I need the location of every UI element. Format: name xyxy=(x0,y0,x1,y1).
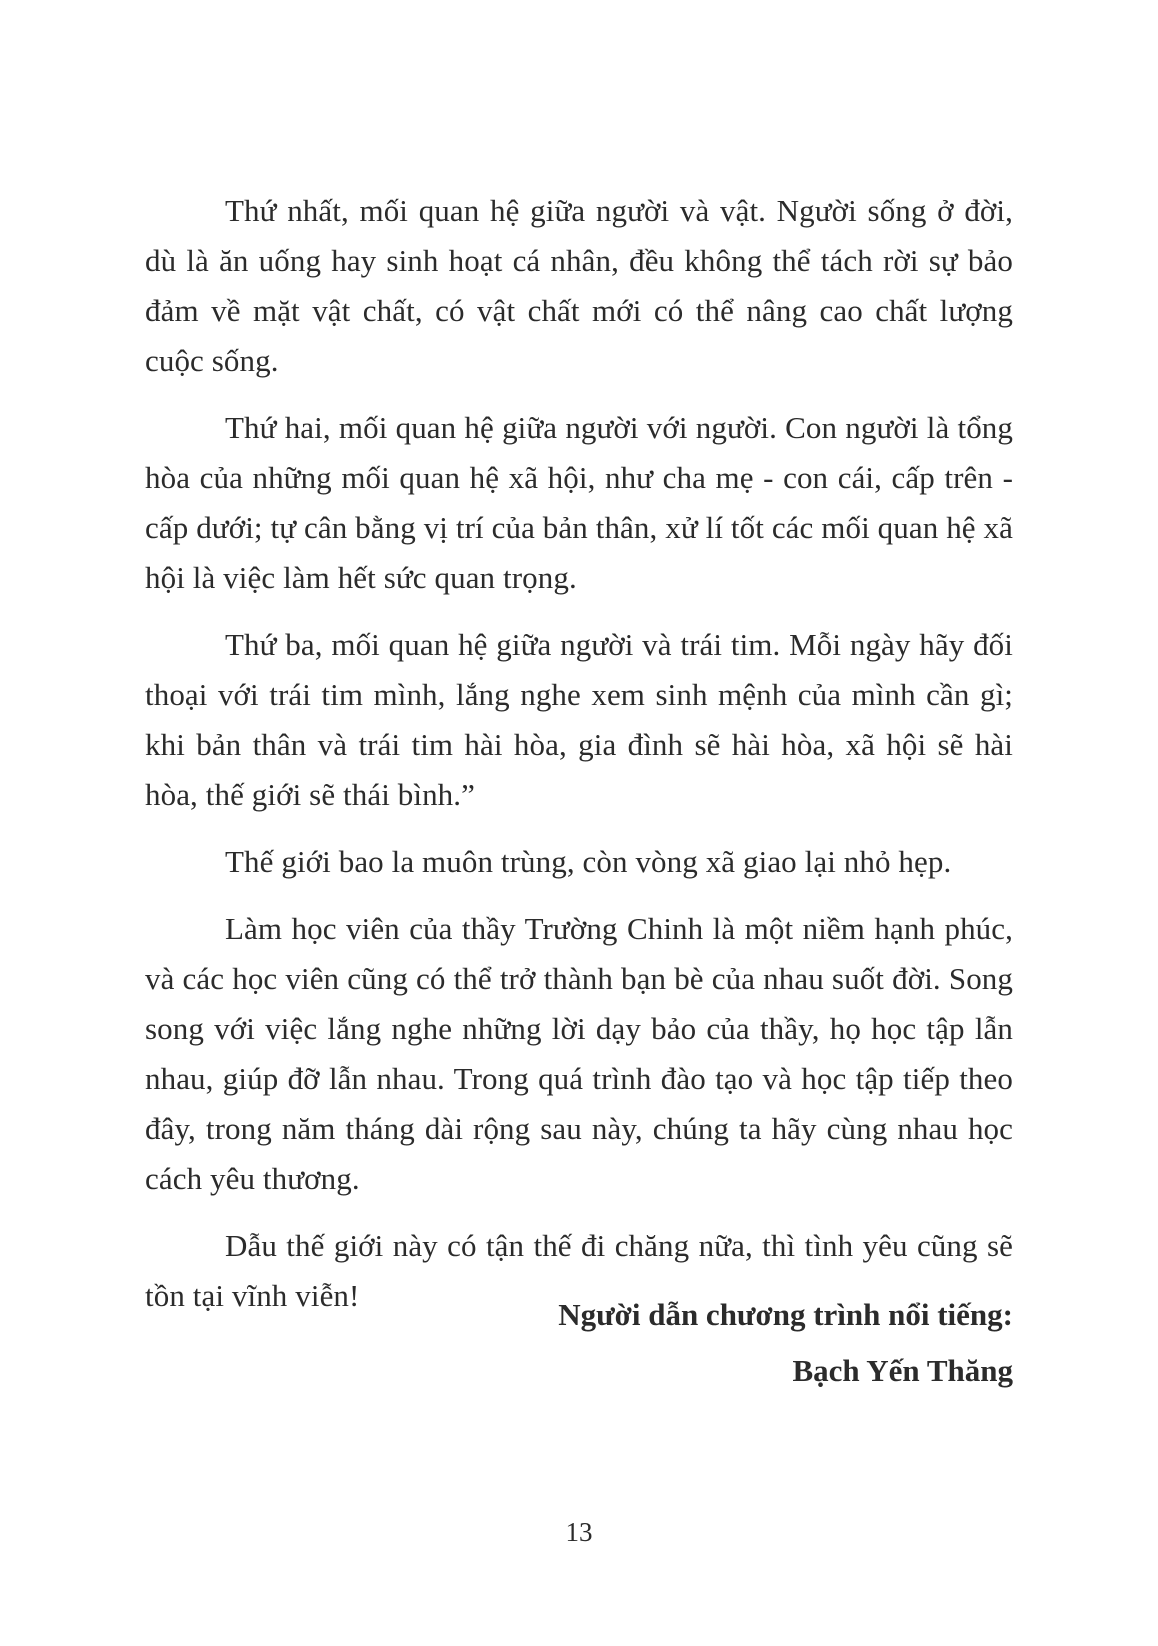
paragraph-2: Thứ hai, mối quan hệ giữa người với người. Con người là tổng hòa của những mối quan hệ xã hội, như cha mẹ - con cái, cấp trên - cấp dưới; tự cân bằng vị trí của bản thân, xử lí tốt các mối quan hệ xã hội là việc làm hết sức quan trọng. xyxy=(145,410,1013,595)
page-number: 13 xyxy=(565,1517,593,1547)
paragraph-1: Thứ nhất, mối quan hệ giữa người và vật. Người sống ở đời, dù là ăn uống hay sinh hoạt cá nhân, đều không thể tách rời sự bảo đảm về mặt vật chất, có vật chất mới có thể nâng cao chất lượng cuộc sống. xyxy=(145,193,1013,378)
paragraph-4: Thế giới bao la muôn trùng, còn vòng xã giao lại nhỏ hẹp. xyxy=(225,844,952,879)
page-body xyxy=(145,186,1013,1338)
paragraph-5: Làm học viên của thầy Trường Chinh là một niềm hạnh phúc, và các học viên cũng có thể trở thành bạn bè của nhau suốt đời. Song song với việc lắng nghe những lời dạy bảo của thầy, họ học tập lẫn nhau, giúp đỡ lẫn nhau. Trong quá trình đào tạo và học tập tiếp theo đây, trong năm tháng dài rộng sau này, chúng ta hãy cùng nhau học cách yêu thương. xyxy=(145,911,1013,1196)
paragraph-6: Dẫu thế giới này có tận thế đi chăng nữa, thì tình yêu cũng sẽ tồn tại vĩnh viễn! xyxy=(145,1228,1013,1313)
signature-block xyxy=(313,1287,1013,1399)
paragraph-3: Thứ ba, mối quan hệ giữa người và trái tim. Mỗi ngày hãy đối thoại với trái tim mình, lắng nghe xem sinh mệnh của mình cần gì; khi bản thân và trái tim hài hòa, gia đình sẽ hài hòa, xã hội sẽ hài hòa, thế giới sẽ thái bình.” xyxy=(145,627,1013,812)
signature-title: Người dẫn chương trình nổi tiếng: xyxy=(558,1297,1013,1332)
signature-name: Bạch Yến Thăng xyxy=(792,1353,1013,1388)
